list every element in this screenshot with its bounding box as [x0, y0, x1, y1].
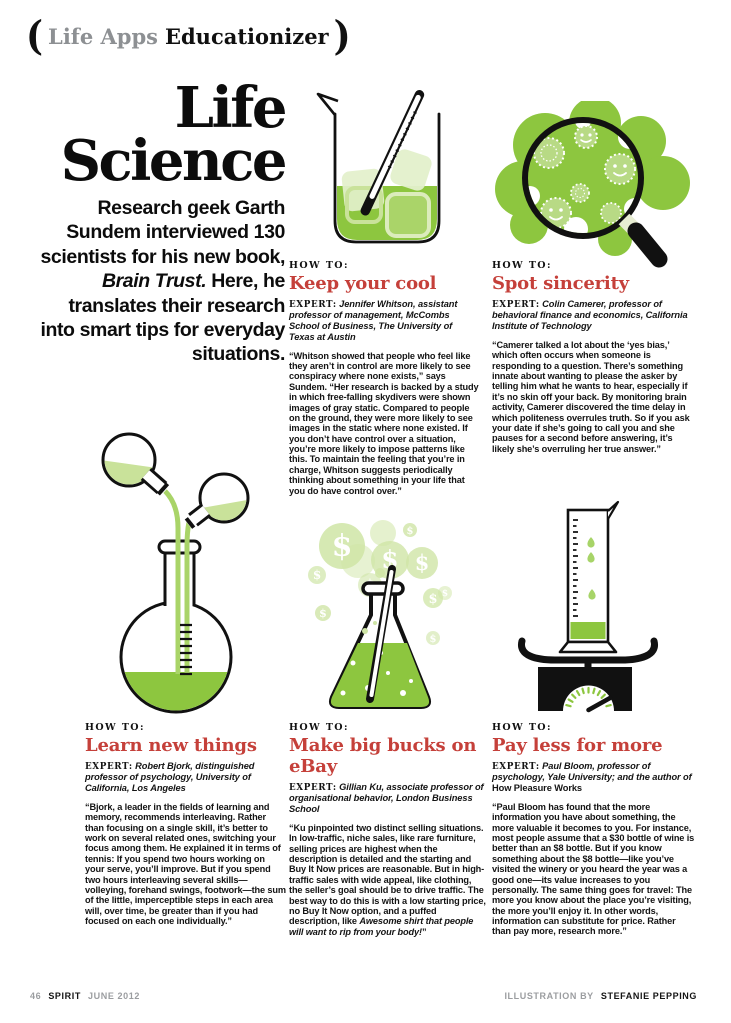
magnifying-glass-microbes-illustration — [483, 101, 701, 273]
expert-credit — [289, 299, 479, 343]
page-footer — [30, 991, 701, 1001]
cylinder-on-scale-illustration — [497, 486, 692, 713]
expert-credit — [492, 761, 696, 794]
kicker-feature-label: Educationizer — [164, 23, 329, 49]
section-body: “Paul Bloom has found that the more information you have about something, the more valuable it becomes to you. For instance, most people assume that a $30 bottle of wine is better than an $8 bottle. But if you know something about the $8 bottle—like you’ve visited the winery or you heard the year was a good one—its value increases to you personally. The same thing goes for travel: The more you know about the place you’re visiting, the more you’ll enjoy it. In other words, information can substitute for price. Rather than pay more, research more.” — [492, 801, 695, 937]
beaker-thermometer-illustration — [297, 84, 462, 256]
section-kicker-banner — [24, 12, 353, 60]
intro-text-end: Here, he translates their research into smart tips for everyday situations. — [40, 270, 285, 366]
how-to-label: HOW TO: — [289, 260, 349, 271]
open-bracket-glyph: ( — [26, 12, 44, 60]
magazine-name: SPIRIT — [48, 991, 81, 1001]
expert-name: Colin Camerer, professor of behavioral finance and economics, California Institute of Technology — [492, 299, 688, 331]
expert-credit — [289, 782, 486, 815]
pouring-flasks-illustration — [66, 420, 288, 715]
section-body: “Camerer talked a lot about the ‘yes bias,’ which often occurs when someone is responding to a question. There’s something innate about wanting to please the asker by telling him what he wants to hear, especially if it’s no skin off your back. By monitoring brain activity, Camerer discovered the time delay in which politeness overrules truth. So if you ask your date if she’s going to call you and she pauses for a second before answering, it’s likely she’s overruling her true answer.” — [492, 339, 690, 454]
section-spot-sincerity — [492, 260, 694, 454]
expert-label: EXPERT: — [492, 762, 540, 772]
section-learn-new-things — [85, 722, 286, 926]
expert-label: EXPERT: — [289, 300, 337, 310]
dollar-bubbles-flask-illustration — [293, 503, 483, 718]
svg-text:$: $ — [319, 607, 327, 620]
svg-text:$: $ — [406, 526, 414, 537]
page-title — [38, 75, 285, 195]
how-to-label: HOW TO: — [289, 722, 349, 733]
expert-credit — [85, 761, 286, 794]
intro-paragraph — [38, 196, 285, 367]
svg-text:$: $ — [428, 592, 438, 607]
expert-name: Robert Bjork, distinguished professor of psychology, University of California, Los Angeles — [85, 761, 255, 793]
expert-credit — [492, 299, 694, 332]
credit-label: ILLUSTRATION BY — [504, 991, 594, 1001]
section-title: Make big bucks on eBay — [289, 735, 477, 777]
how-to-label: HOW TO: — [492, 260, 552, 271]
section-title: Keep your cool — [289, 273, 437, 294]
intro-text: Research geek Garth Sundem interviewed 130 scientists for his new book, — [40, 197, 285, 268]
svg-text:$: $ — [312, 568, 322, 582]
section-body: “Ku pinpointed two distinct selling situations. In low-traffic, niche sales, like rare furniture, selling prices are highest when the description is detailed and the starting and Buy It Now prices are reasonable. But in high-traffic sales with wide appeal, like clothing, the seller’s goal should be to drive traffic. The best way to do this is with a low starting price, no Buy It Now option, and a puffed description, like Awesome shirt that people will want to rip from your body!” — [289, 822, 486, 937]
small-flask-right — [186, 474, 256, 532]
close-bracket-glyph: ) — [333, 12, 351, 60]
section-pay-less-for-more — [492, 722, 696, 937]
svg-text:$: $ — [429, 634, 437, 645]
expert-label: EXPERT: — [289, 783, 337, 793]
how-to-label: HOW TO: — [492, 722, 552, 733]
expert-name: Jennifer Whitson, assistant professor of management, McCombs School of Business, The University of Texas at Austin — [289, 299, 458, 342]
expert-label: EXPERT: — [492, 300, 540, 310]
section-body: “Bjork, a leader in the fields of learning and memory, recommends interleaving. Rather than focusing on a single skill, it’s better to work on several related ones, switching your focus among them. He explained it in terms of tennis: If you spend two hours working on your serve, you’ll improve. But if you spend two hours interleaving several skills—volleying, forehand swings, footwork—the sum of the little, imperceptible steps in each area will, over time, be greater than if you had focused on each one individually.” — [85, 801, 286, 927]
page-title-line-1: Life — [174, 75, 285, 141]
kicker-series-label: Life Apps — [48, 23, 158, 49]
svg-text:$: $ — [331, 529, 353, 564]
magnifier-handle — [636, 231, 659, 259]
svg-text:$: $ — [381, 545, 399, 574]
section-make-big-bucks-on-ebay — [289, 722, 486, 937]
expert-label: EXPERT: — [85, 762, 133, 772]
small-flask-left — [96, 434, 167, 494]
issue-date: JUNE 2012 — [88, 991, 140, 1001]
intro-book-title: Brain Trust. — [101, 270, 207, 293]
expert-name: Gillian Ku, associate professor of organisational behavior, London Business School — [289, 782, 484, 814]
svg-text:$: $ — [441, 589, 449, 599]
section-title: Spot sincerity — [492, 273, 629, 294]
section-title: Learn new things — [85, 735, 257, 756]
body-italic-phrase: Awesome shirt that people will want to rip from your body! — [289, 916, 474, 937]
section-body: “Whitson showed that people who feel like they aren’t in control are more likely to see conspiracy where none exists,” says Sundem. “Her research is backed by a study in which free-falling skydivers were shown images of gray static. Compared to people on the ground, they were more likely to see images in the static where none existed. If you don’t have control over a situation, you’re more likely to impose patterns like this. To maintain the feeling that you’re in charge, Whitson suggests periodically thinking about something in your life that you do have control over.” — [289, 350, 479, 496]
page-title-line-2: Science — [60, 128, 285, 195]
folio-left — [30, 991, 144, 1001]
credit-right — [504, 991, 701, 1001]
section-title: Pay less for more — [492, 735, 663, 756]
credit-name: STEFANIE PEPPING — [600, 991, 697, 1001]
svg-text:$: $ — [414, 550, 430, 575]
page-number: 46 — [30, 991, 42, 1001]
how-to-label: HOW TO: — [85, 722, 145, 733]
expert-name: Paul Bloom, professor of psychology, Yale University; and the author of — [492, 761, 692, 783]
expert-book-title: How Pleasure Works — [492, 782, 582, 793]
section-keep-your-cool — [289, 260, 479, 496]
